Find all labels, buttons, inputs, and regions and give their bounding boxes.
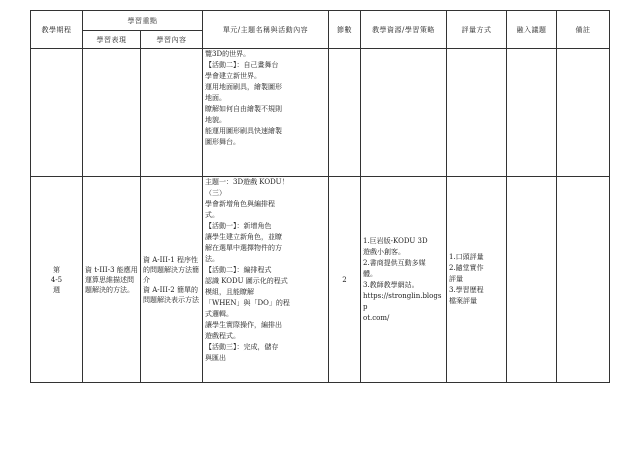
unit-line: 與匯出	[205, 354, 226, 362]
unit-line: 解在選單中選擇物件的方	[205, 244, 282, 252]
row2-performance-cell: 資 t-III-3 能應用運算思維描述問題解決的方法。	[83, 177, 141, 383]
row1-assessment-cell	[447, 49, 507, 177]
unit-line: 運用地面刷具，繪製圖形	[205, 83, 282, 91]
row1-unit-cell	[203, 49, 329, 177]
unit-line: 地貌。	[205, 116, 226, 124]
row2-remarks-cell	[557, 177, 610, 383]
header-performance: 學習表現	[83, 31, 141, 49]
assessment-line: 檔案評量	[449, 297, 477, 305]
row2-issues-cell	[507, 177, 557, 383]
period-line: 週	[53, 285, 60, 294]
resource-line: 遊戲小創客。	[363, 247, 405, 256]
assessment-line: 1.口頭評量	[449, 253, 484, 261]
resource-line: 2.書商提供互動多媒	[363, 258, 426, 267]
table-row	[31, 177, 610, 383]
unit-line: 認識 KODU 圖示化的程式	[205, 277, 288, 285]
row1-sessions-cell	[329, 49, 361, 177]
resource-line: 體。	[363, 269, 377, 278]
row2-unit-cell	[203, 177, 329, 383]
row2-period-cell	[31, 177, 83, 383]
row1-resources-cell	[361, 49, 447, 177]
teacher-website-link-continued[interactable]: ot.com/	[363, 313, 390, 322]
unit-line: 瞭解如何自由繪製不規則	[205, 105, 282, 113]
row1-period-cell	[31, 49, 83, 177]
header-learning-focus: 學習重點	[83, 11, 203, 31]
unit-line: 覽3D的世界。	[205, 50, 251, 58]
resource-line: 1.巨岩版-KODU 3D	[363, 236, 428, 245]
row2-content-cell: 資 A-III-1 程序性的問題解決方法簡介 資 A-III-2 簡單的問題解決表示方法	[141, 177, 203, 383]
header-sessions: 節數	[329, 11, 361, 49]
row2-assessment-cell	[447, 177, 507, 383]
teacher-website-link[interactable]: https://stronglin.blogsp	[363, 291, 442, 311]
unit-line: 遊戲程式。	[205, 332, 240, 340]
header-resources: 教學資源/學習策略	[361, 11, 447, 49]
assessment-line: 評量	[449, 275, 463, 283]
header-period: 教學期程	[31, 11, 83, 49]
row1-performance-cell	[83, 49, 141, 177]
unit-line: 式邏輯。	[205, 310, 233, 318]
unit-line: 讓學生建立新角色，並瞭	[205, 233, 282, 241]
header-content: 學習內容	[141, 31, 203, 49]
unit-line: （三）	[205, 189, 226, 197]
row1-remarks-cell	[557, 49, 610, 177]
unit-line: 模組，且能瞭解	[205, 288, 254, 296]
header-remarks: 備註	[557, 11, 610, 49]
teaching-plan-table	[30, 10, 610, 383]
assessment-line: 3.學習歷程	[449, 286, 484, 294]
unit-line: 【活動三】：完成，儲存	[205, 343, 279, 351]
unit-line: 主題一：3D遊戲 KODU！	[205, 178, 289, 186]
unit-line: 式。	[205, 211, 219, 219]
row1-content-cell	[141, 49, 203, 177]
period-line: 第	[53, 265, 60, 274]
unit-line: 能運用圖形刷具快速繪製	[205, 127, 282, 135]
resource-line: 3.教師教學網站。	[363, 280, 419, 289]
row2-sessions-cell: 2	[329, 177, 361, 383]
unit-line: 學會建立新世界。	[205, 72, 261, 80]
header-assessment: 評量方式	[447, 11, 507, 49]
unit-line: 「WHEN」與「DO」的程	[205, 299, 290, 307]
unit-line: 圖形舞台。	[205, 138, 240, 146]
period-line: 4-5	[50, 275, 63, 284]
assessment-line: 2.隨堂實作	[449, 264, 484, 272]
header-unit: 單元/主題名稱與活動內容	[203, 11, 329, 49]
table-row	[31, 49, 610, 177]
unit-line: 【活動二】：編排程式	[205, 266, 272, 274]
unit-line: 讓學生實際操作，編排出	[205, 321, 282, 329]
row1-issues-cell	[507, 49, 557, 177]
unit-line: 學會新增角色與編排程	[205, 200, 275, 208]
unit-line: 地面。	[205, 94, 226, 102]
header-issues: 融入議題	[507, 11, 557, 49]
unit-line: 法。	[205, 255, 219, 263]
unit-line: 【活動一】：新增角色	[205, 222, 272, 230]
unit-line: 【活動二】：自己畫舞台	[205, 61, 279, 69]
row2-resources-cell	[361, 177, 447, 383]
